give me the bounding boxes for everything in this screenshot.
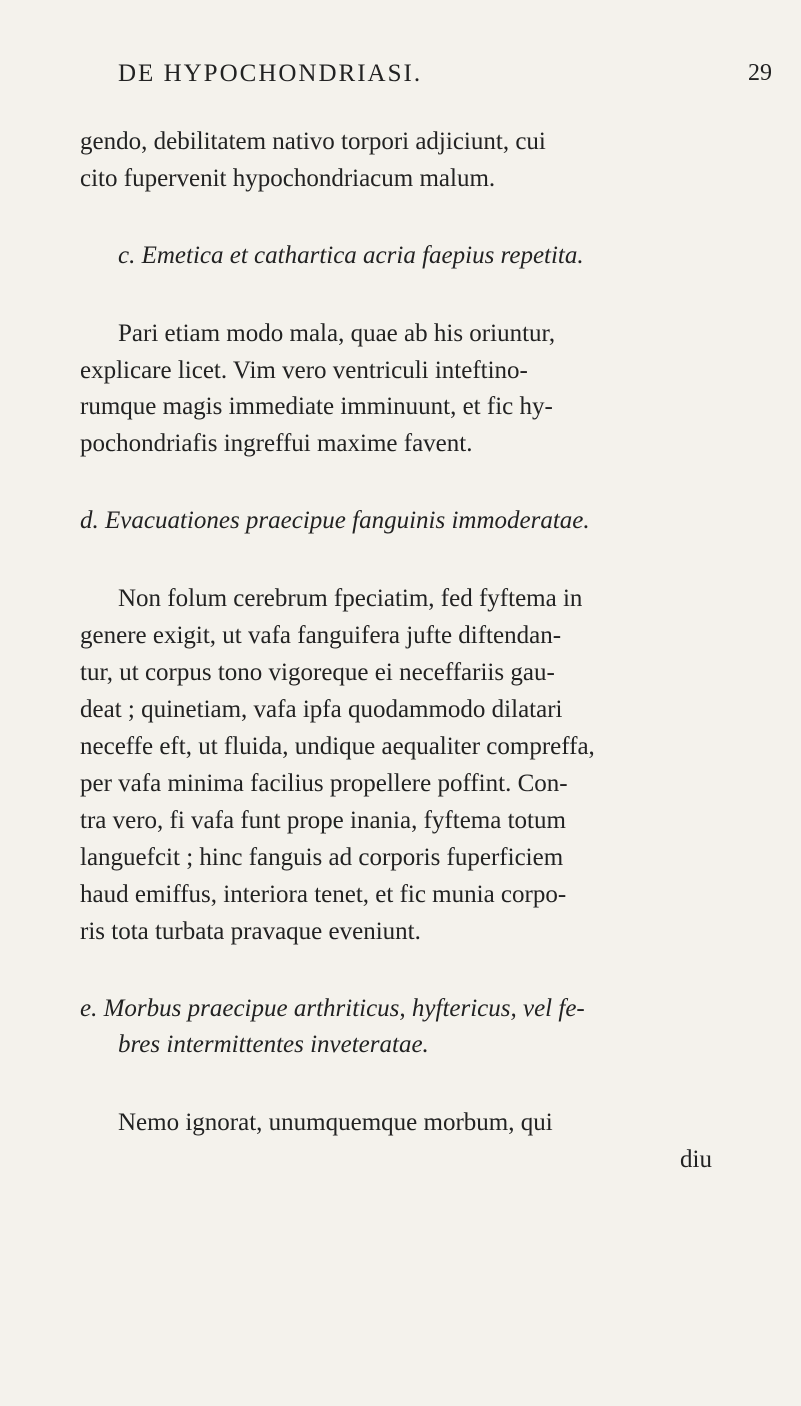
text-line: deat ; quinetiam, vafa ipfa quodammodo dilatari [80, 696, 563, 723]
text-line: per vafa minima facilius propellere poffint. Con- [80, 770, 568, 797]
text-line: cito fupervenit hypochondriacum malum. [80, 165, 496, 192]
text-line: Non folum cerebrum fpeciatim, fed fyftema in [118, 585, 583, 612]
text-line: gendo, debilitatem nativo torpori adjiciunt, cui [80, 128, 546, 155]
text-line: ris tota turbata pravaque eveniunt. [80, 918, 421, 945]
text-line: Nemo ignorat, unumquemque morbum, qui [118, 1109, 553, 1136]
section-heading-e-cont: bres intermittentes inveteratae. [118, 1031, 429, 1058]
text-line: languefcit ; hinc fanguis ad corporis fuperficiem [80, 844, 564, 871]
section-heading-c: c. Emetica et cathartica acria faepius repetita. [118, 242, 584, 269]
text-line: rumque magis immediate imminuunt, et fic hy- [80, 393, 553, 420]
section-heading-d: d. Evacuationes praecipue fanguinis immoderatae. [80, 507, 590, 534]
text-line: tur, ut corpus tono vigoreque ei neceffariis gau- [80, 659, 555, 686]
page-number: 29 [748, 60, 772, 86]
text-line: neceffe eft, ut fluida, undique aequaliter compreffa, [80, 733, 595, 760]
text-line: haud emiffus, interiora tenet, et fic munia corpo- [80, 881, 567, 908]
text-line: Pari etiam modo mala, quae ab his oriuntur, [118, 320, 556, 347]
catchword: diu [680, 1146, 712, 1173]
text-line: explicare licet. Vim vero ventriculi inteftino- [80, 357, 528, 384]
text-line: tra vero, fi vafa funt prope inania, fyftema totum [80, 807, 566, 834]
text-line: pochondriafis ingreffui maxime favent. [80, 430, 473, 457]
running-title: DE HYPOCHONDRIASI. [118, 60, 423, 87]
running-header [118, 60, 772, 88]
text-line: genere exigit, ut vafa fanguifera jufte diftendan- [80, 622, 562, 649]
section-heading-e: e. Morbus praecipue arthriticus, hyftericus, vel fe- [80, 995, 585, 1022]
